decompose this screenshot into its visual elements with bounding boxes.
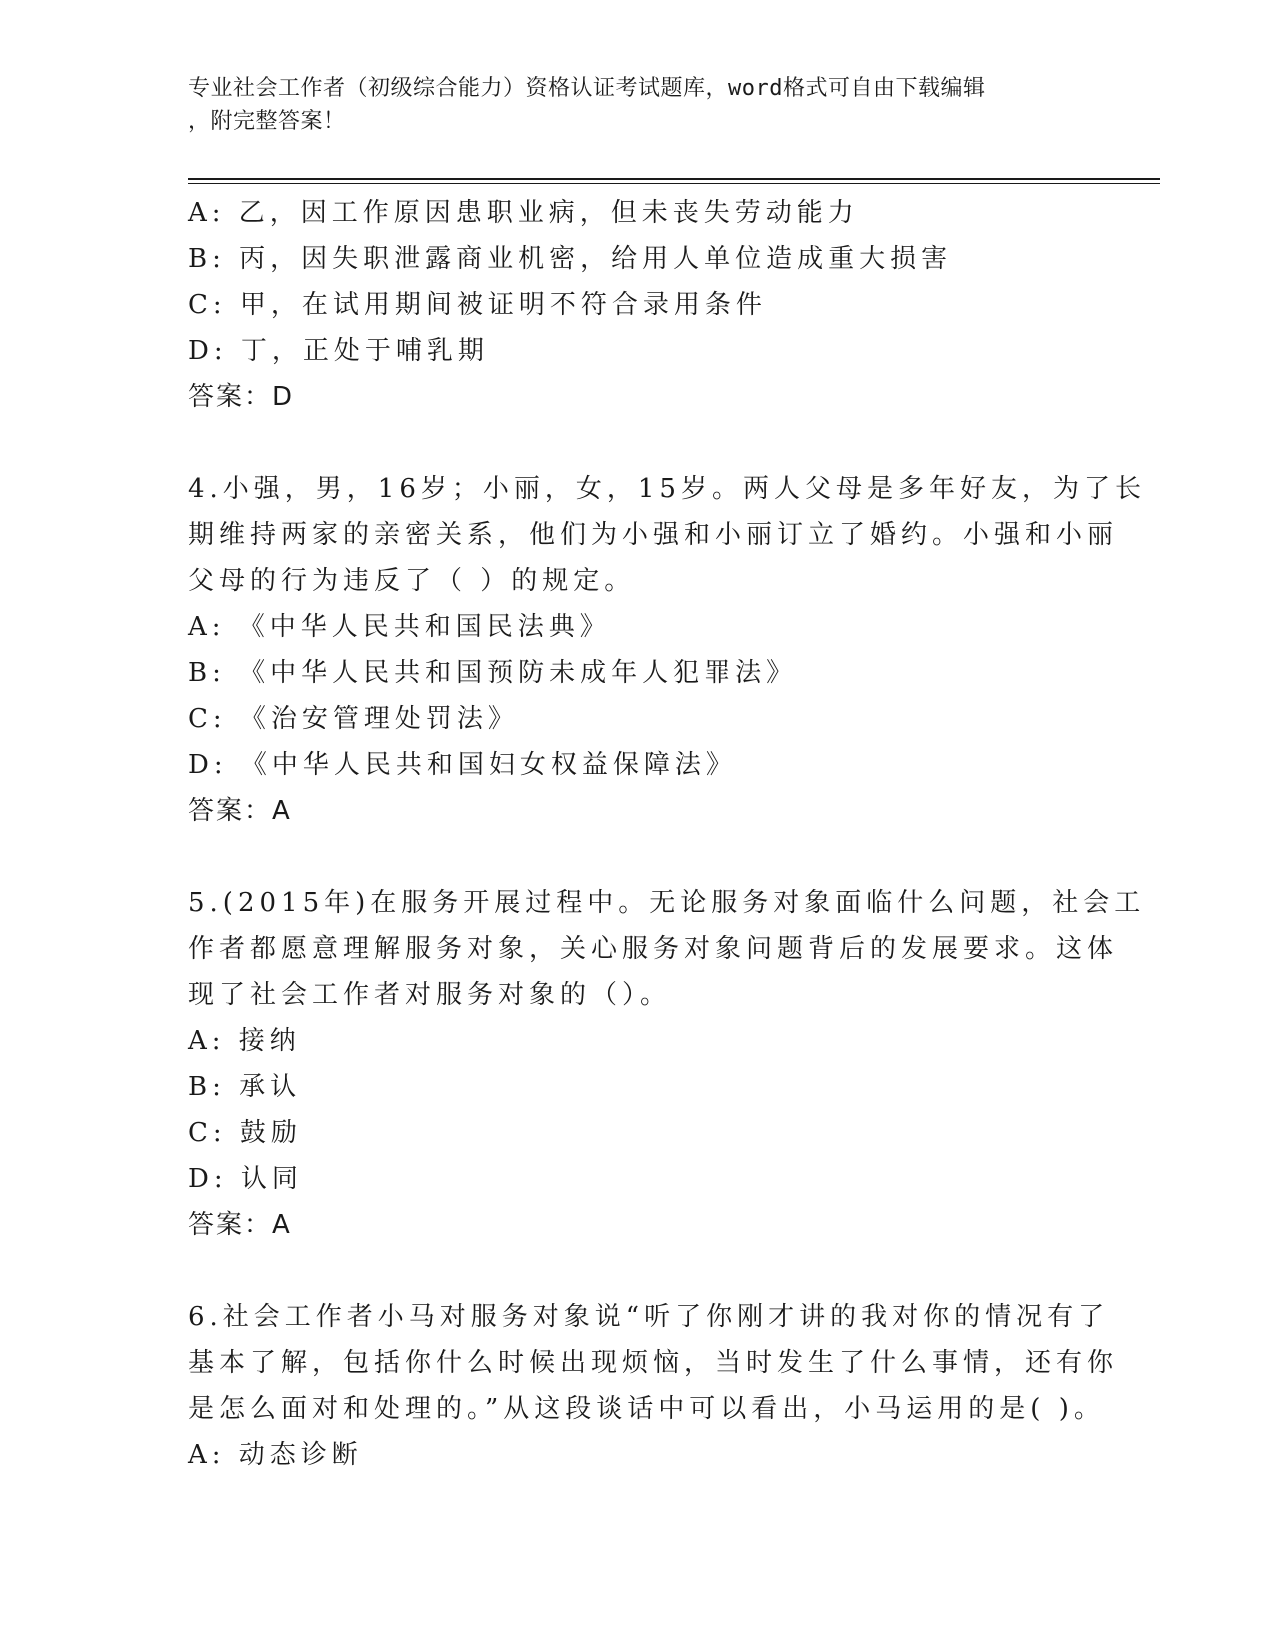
option-b: B: 《中华人民共和国预防未成年人犯罪法》 <box>188 658 798 688</box>
option-d: D: 《中华人民共和国妇女权益保障法》 <box>188 750 737 780</box>
option-c: C: 《治安管理处罚法》 <box>188 704 519 734</box>
answer: 答案：A <box>188 796 292 826</box>
header-rule <box>188 178 1160 180</box>
question-4 <box>188 466 1146 834</box>
question-6 <box>188 1294 1119 1478</box>
question-list <box>188 190 1146 1478</box>
answer: 答案：D <box>188 382 295 412</box>
option-c: C: 鼓励 <box>188 1118 302 1148</box>
question-stem-line: 作者都愿意理解服务对象，关心服务对象问题背后的发展要求。这体 <box>188 934 1119 964</box>
header-line-1: 专业社会工作者（初级综合能力）资格认证考试题库，word格式可自由下载编辑 <box>188 76 986 101</box>
option-c: C: 甲，在试用期间被证明不符合录用条件 <box>188 290 767 320</box>
question-5 <box>188 880 1146 1248</box>
header-line-2: ，附完整答案！ <box>188 109 346 134</box>
answer: 答案：A <box>188 1210 292 1240</box>
question-stem-line: 4.小强，男，16岁；小丽，女，15岁。两人父母是多年好友，为了长 <box>188 474 1146 504</box>
option-a: A: 乙，因工作原因患职业病，但未丧失劳动能力 <box>188 198 859 228</box>
option-a: A: 接纳 <box>188 1026 301 1056</box>
option-b: B: 承认 <box>188 1072 302 1102</box>
header-rule-thin <box>188 183 1160 184</box>
question-stem-line: 5.(2015年)在服务开展过程中。无论服务对象面临什么问题，社会工 <box>188 888 1146 918</box>
question-stem-line: 是怎么面对和处理的。”从这段谈话中可以看出，小马运用的是( )。 <box>188 1394 1105 1424</box>
question-stem-line: 现了社会工作者对服务对象的（）。 <box>188 980 672 1010</box>
option-b: B: 丙，因失职泄露商业机密，给用人单位造成重大损害 <box>188 244 953 274</box>
question-3 <box>188 190 1088 420</box>
question-stem-line: 期维持两家的亲密关系，他们为小强和小丽订立了婚约。小强和小丽 <box>188 520 1119 550</box>
option-d: D: 认同 <box>188 1164 303 1194</box>
option-a: A: 动态诊断 <box>188 1440 363 1470</box>
question-stem-line: 6.社会工作者小马对服务对象说“听了你刚才讲的我对你的情况有了 <box>188 1302 1110 1332</box>
option-d: D: 丁，正处于哺乳期 <box>188 336 489 366</box>
question-stem-line: 基本了解，包括你什么时候出现烦恼，当时发生了什么事情，还有你 <box>188 1348 1119 1378</box>
question-stem-line: 父母的行为违反了（ ）的规定。 <box>188 566 636 596</box>
page-header <box>188 72 1078 138</box>
option-a: A: 《中华人民共和国民法典》 <box>188 612 611 642</box>
